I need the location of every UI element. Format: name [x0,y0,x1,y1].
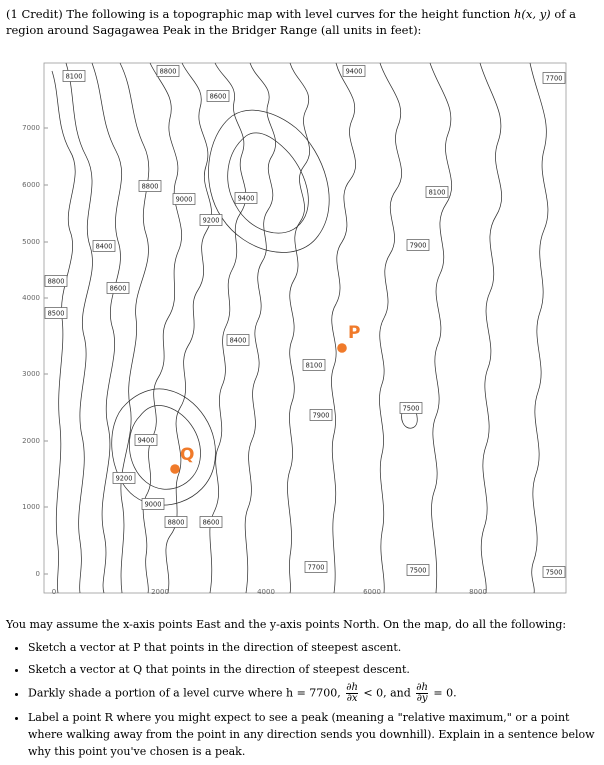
contour-label: 7900 [409,241,427,250]
condition-2: = 0. [433,686,457,700]
contour-label: 8600 [202,518,220,527]
y-tick-label: 2000 [22,437,40,445]
contour-label: 7500 [409,566,427,575]
y-tick-label: 7000 [22,124,40,132]
x-tick-label: 4000 [257,588,275,596]
contour-label: 8100 [428,188,446,197]
contour-line [209,110,330,252]
y-tick-label: 4000 [22,294,40,302]
condition-1: < 0, and [363,686,411,700]
contour-label: 9000 [175,195,193,204]
contour-label: 8400 [229,336,247,345]
y-tick-label: 0 [35,570,40,578]
contour-label: 9200 [202,216,220,225]
y-tick-label: 6000 [22,181,40,189]
contour-line [166,63,212,593]
contour-label: 8800 [141,182,159,191]
contour-line [143,63,181,593]
y-tick-label: 3000 [22,370,40,378]
contour-line [379,63,401,593]
contour-label: 9400 [237,194,255,203]
contour-label: 7500 [402,404,420,413]
contour-line [210,63,246,593]
contour-label: 9400 [345,67,363,76]
contour-label: 8800 [47,277,65,286]
contour-line [228,133,309,233]
contour-line [120,63,149,593]
contour-label: 9000 [144,500,162,509]
x-tick-label: 8000 [469,588,487,596]
contour-label: 9200 [115,474,133,483]
contour-line [430,63,452,593]
x-axis-ticks [52,588,487,596]
x-tick-label: 0 [51,588,57,596]
contour-label: 8800 [167,518,185,527]
instructions [6,616,596,765]
contour-line [92,63,122,593]
contour-lines [52,63,548,593]
intro-function: h(x, y) [514,7,551,21]
y-tick-label: 1000 [22,503,40,511]
task-item: • Sketch a vector at P that points in the direction of steepest ascent. [28,639,596,656]
contour-label: 8600 [209,92,227,101]
contour-label: 8100 [65,72,83,81]
contour-label: 8500 [47,309,65,318]
contour-label: 7500 [545,568,563,577]
contour-label: 7700 [307,563,325,572]
task-item: • Label a point R where you might expect to see a peak (meaning a "relative maximum," or a point where walking away from the point in any direction sends you downhill). Explain in a sentence below why this point you've chosen is a peak. [28,709,596,760]
contour-label: 7700 [545,74,563,83]
partial-x-fraction: $\frac{\partial h}{\partial x}$ [346,682,358,704]
point-q-label: Q [180,445,195,465]
contour-label: 9400 [137,436,155,445]
x-tick-label: 6000 [363,588,381,596]
contour-line [287,63,309,593]
contour-label: 8600 [109,284,127,293]
point-q-marker[interactable] [170,464,180,474]
contour-label: 7900 [312,411,330,420]
intro-suffix: of a region around Sagagawea Peak in the Bridger Range (all units in feet): [6,7,577,37]
contour-plot [0,56,604,604]
task-text: Darkly shade a portion of a level curve where h = 7700, [28,686,341,700]
intro-prefix: (1 Credit) The following is a topographic map with level curves for the height function [6,7,514,21]
partial-y-fraction: $\frac{\partial h}{\partial y}$ [416,682,428,704]
assumption-text: You may assume the x-axis points East and the y-axis points North. On the map, do all the following: [6,618,567,631]
contour-line [245,63,275,593]
task-list [6,639,596,760]
point-p-marker[interactable] [337,343,347,353]
contour-line [52,71,75,593]
contour-label: 8400 [95,242,113,251]
contour-line [480,63,502,593]
task-item-shading [28,683,596,704]
contour-label: 8100 [305,361,323,370]
contour-line [66,63,92,593]
topographic-map [0,56,604,604]
y-tick-label: 5000 [22,238,40,246]
intro-text [6,6,598,38]
x-tick-label: 2000 [151,588,169,596]
task-item: • Sketch a vector at Q that points in the direction of steepest descent. [28,661,596,678]
contour-line [530,63,548,593]
point-p-label: P [348,323,361,343]
contour-label: 8800 [159,67,177,76]
